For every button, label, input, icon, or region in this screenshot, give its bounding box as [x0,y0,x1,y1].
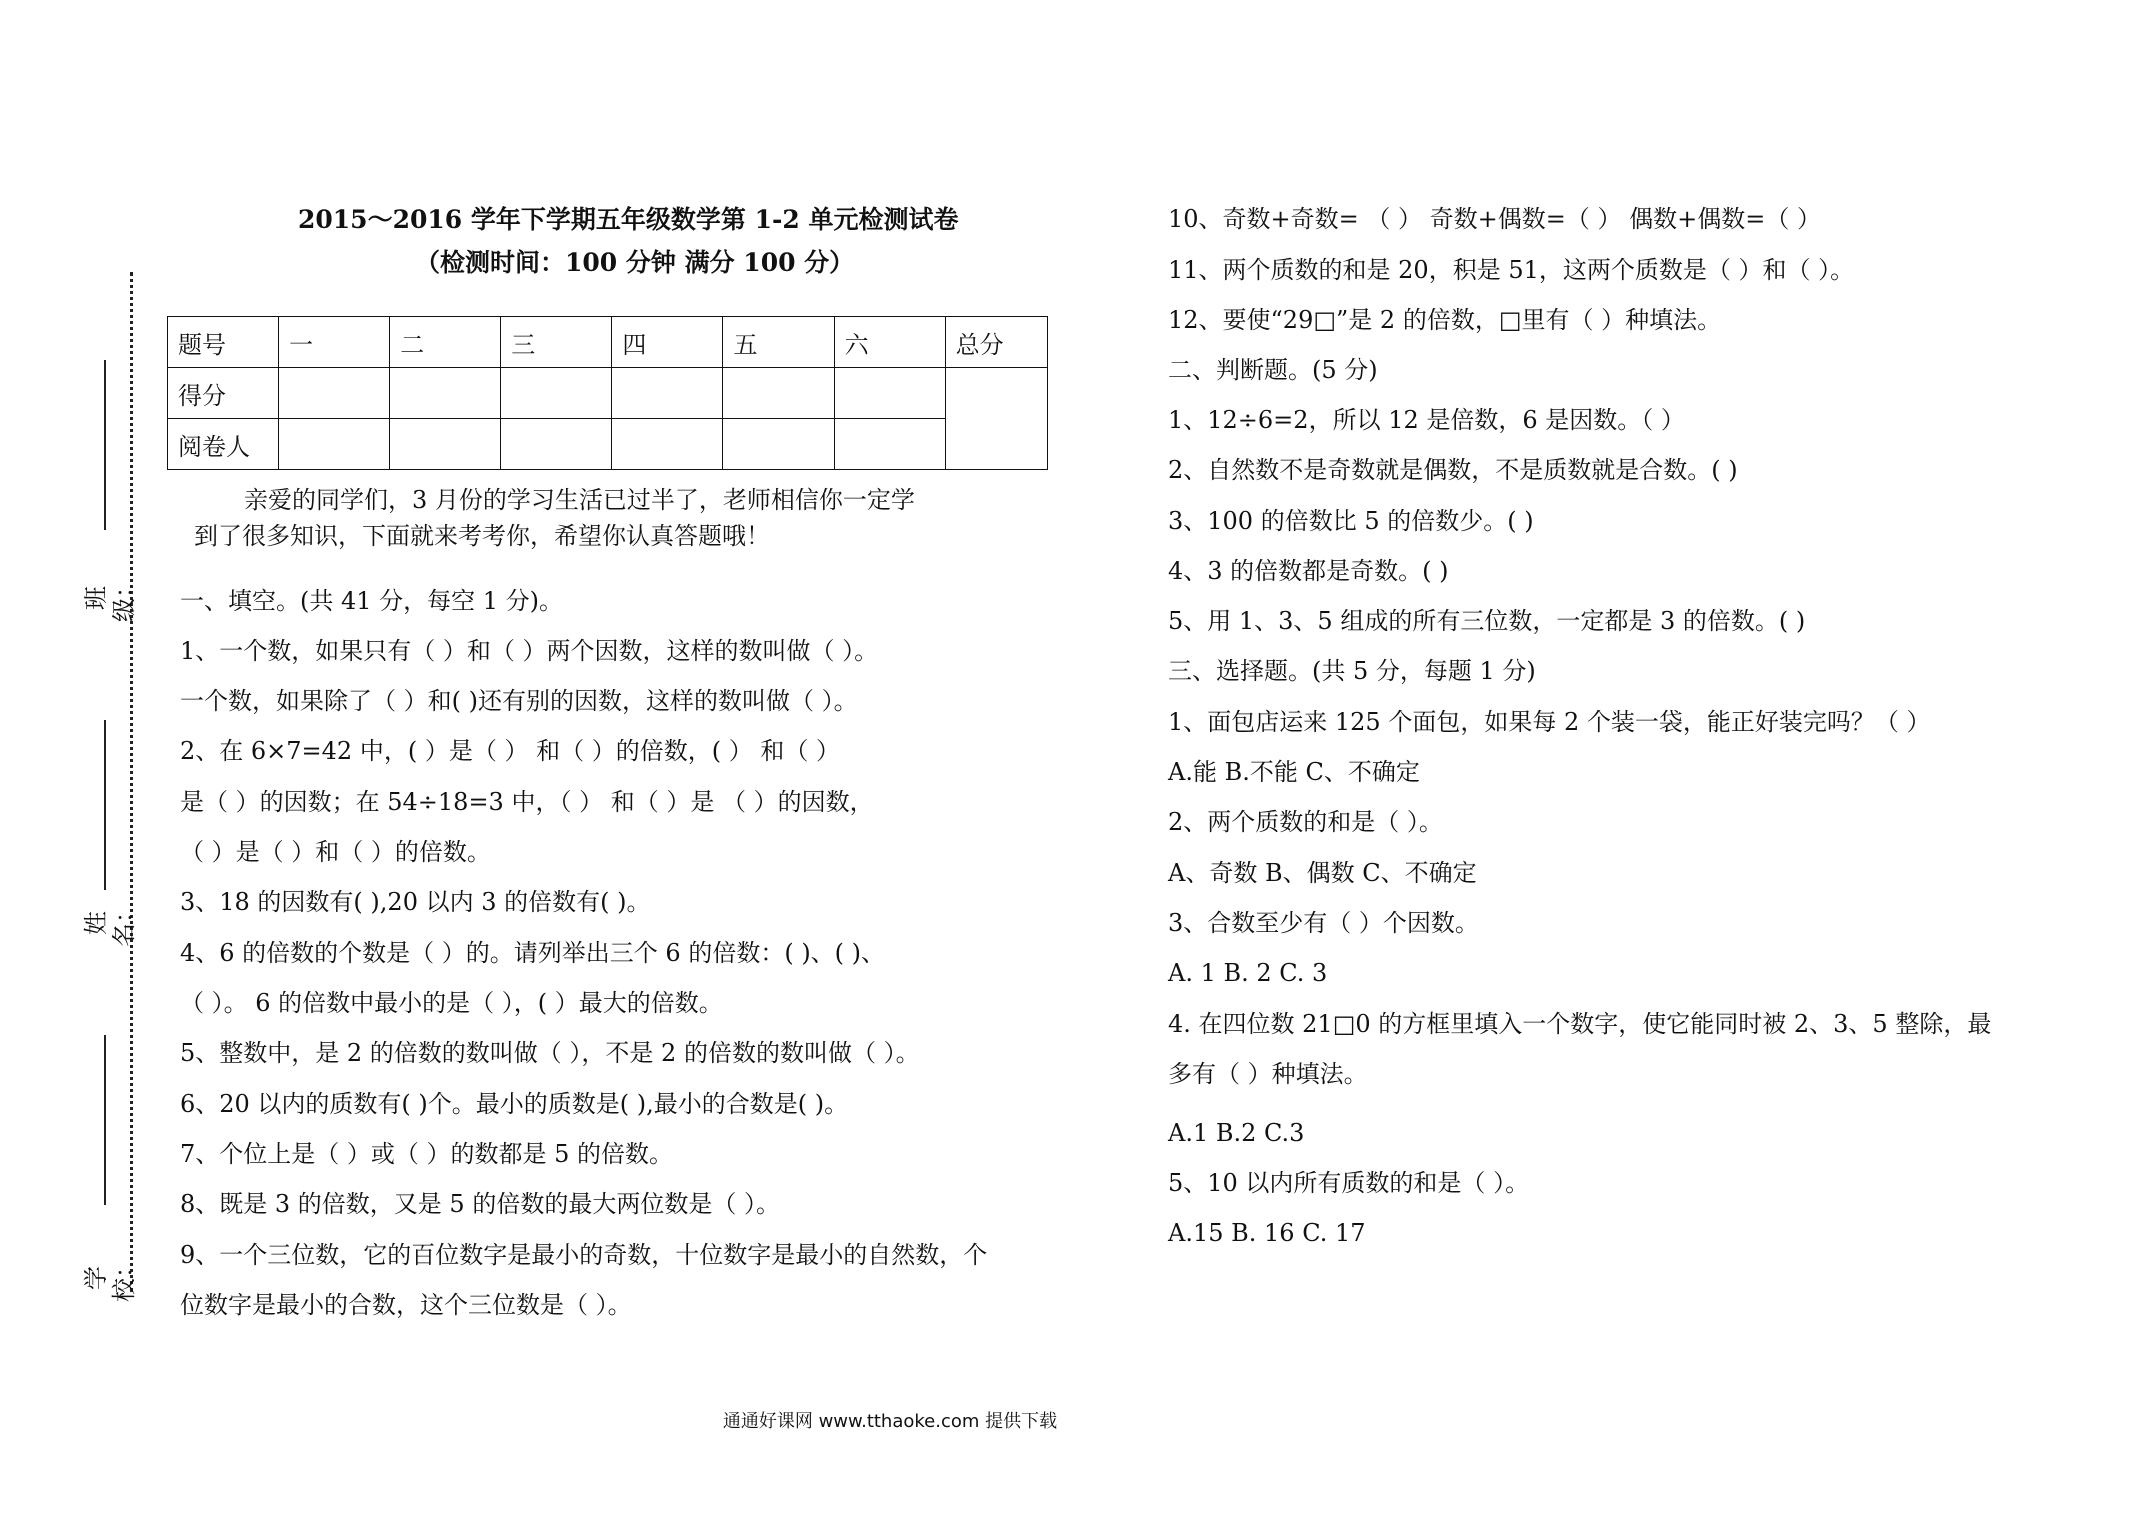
grader-row [168,419,1048,470]
question-line: 是（ ）的因数；在 54÷18=3 中，（ ） 和（ ）是 （ ）的因数， [180,788,874,816]
question-line: 4. 在四位数 21□0 的方框里填入一个数字，使它能同时被 2、3、5 整除，最 [1168,1010,1992,1038]
name-fill-line [104,720,106,890]
question-line: 1、12÷6=2，所以 12 是倍数，6 是因数。（ ） [1168,406,1685,434]
header-cell: 三 [501,317,612,368]
score-table-header-row [168,317,1048,368]
page-title: 2015～2016 学年下学期五年级数学第 1-2 单元检测试卷 [298,205,959,234]
question-line: 6、20 以内的质数有( )个。最小的质数是( ),最小的合数是( )。 [180,1090,849,1118]
score-cell[interactable] [834,368,945,419]
question-line: 4、6 的倍数的个数是（ ）的。请列举出三个 6 的倍数：( )、( )、 [180,939,886,967]
question-line: 5、整数中，是 2 的倍数的数叫做（ ），不是 2 的倍数的数叫做（ ）。 [180,1039,920,1067]
question-line: 位数字是最小的合数，这个三位数是（ ）。 [180,1291,632,1319]
question-line: 11、两个质数的和是 20，积是 51，这两个质数是（ ）和（ ）。 [1168,256,1855,284]
question-line: 1、一个数，如果只有（ ）和（ ）两个因数，这样的数叫做（ ）。 [180,637,879,665]
class-label: 班级： [82,574,138,622]
question-line: （ ）是（ ）和（ ）的倍数。 [180,838,491,866]
question-line: 2、两个质数的和是（ ）。 [1168,808,1443,836]
section-3-heading: 三、选择题。(共 5 分，每题 1 分) [1168,657,1536,685]
question-line: 多有（ ）种填法。 [1168,1060,1368,1088]
exam-info: （检测时间：100 分钟 满分 100 分） [415,248,855,277]
score-cell[interactable] [279,368,390,419]
grader-cell[interactable] [723,419,834,470]
question-line: 10、奇数+奇数= （ ） 奇数+偶数=（ ） 偶数+偶数=（ ） [1168,205,1821,233]
grader-cell[interactable] [279,419,390,470]
score-row [168,368,1048,419]
question-line: 一个数，如果除了（ ）和( )还有别的因数，这样的数叫做（ ）。 [180,687,858,715]
question-line: 8、既是 3 的倍数，又是 5 的倍数的最大两位数是（ ）。 [180,1190,780,1218]
intro-line: 到了很多知识，下面就来考考你，希望你认真答题哦！ [194,522,770,550]
score-cell[interactable] [501,368,612,419]
question-line: 3、18 的因数有( ),20 以内 3 的倍数有( )。 [180,888,651,916]
question-line: 2、自然数不是奇数就是偶数，不是质数就是合数。( ) [1168,456,1738,484]
score-cell[interactable] [390,368,501,419]
row-label: 得分 [168,368,279,419]
header-cell: 二 [390,317,501,368]
question-line: 3、100 的倍数比 5 的倍数少。( ) [1168,507,1534,535]
intro-line: 亲爱的同学们，3 月份的学习生活已过半了，老师相信你一定学 [244,486,915,514]
question-line: （ ）。 6 的倍数中最小的是（ ），( ）最大的倍数。 [180,989,723,1017]
question-line: 4、3 的倍数都是奇数。( ) [1168,557,1449,585]
question-line: 2、在 6×7=42 中，( ）是（ ） 和（ ）的倍数，( ） 和（ ） [180,737,840,765]
question-line: 1、面包店运来 125 个面包，如果每 2 个装一袋，能正好装完吗？（ ） [1168,708,1931,736]
options-line: A.15 B. 16 C. 17 [1168,1219,1366,1247]
grader-cell[interactable] [834,419,945,470]
score-cell[interactable] [612,368,723,419]
total-score-cell[interactable] [945,368,1047,470]
options-line: A、奇数 B、偶数 C、不确定 [1168,859,1477,887]
school-fill-line [104,1035,106,1205]
grader-cell[interactable] [612,419,723,470]
row-label: 阅卷人 [168,419,279,470]
footer-credit: 通通好课网 www.tthaoke.com 提供下载 [722,1411,1058,1432]
question-line: 5、10 以内所有质数的和是（ ）。 [1168,1169,1530,1197]
question-line: 3、合数至少有（ ）个因数。 [1168,909,1479,937]
grader-cell[interactable] [501,419,612,470]
header-cell: 五 [723,317,834,368]
score-table [167,316,1048,470]
header-cell: 题号 [168,317,279,368]
question-line: 9、一个三位数，它的百位数字是最小的奇数，十位数字是最小的自然数，个 [180,1241,988,1269]
class-fill-line [104,360,106,530]
header-cell: 四 [612,317,723,368]
question-line: 5、用 1、3、5 组成的所有三位数，一定都是 3 的倍数。( ) [1168,607,1806,635]
header-cell: 总分 [945,317,1047,368]
question-line: 12、要使“29□”是 2 的倍数，□里有（ ）种填法。 [1168,306,1722,334]
score-cell[interactable] [723,368,834,419]
options-line: A. 1 B. 2 C. 3 [1168,959,1328,987]
section-2-heading: 二、判断题。(5 分) [1168,356,1378,384]
section-1-heading: 一、填空。(共 41 分，每空 1 分)。 [180,587,564,615]
header-cell: 一 [279,317,390,368]
binding-dotted-line [130,272,133,1292]
name-label: 姓名： [82,899,138,947]
grader-cell[interactable] [390,419,501,470]
header-cell: 六 [834,317,945,368]
options-line: A.1 B.2 C.3 [1168,1119,1305,1147]
options-line: A.能 B.不能 C、不确定 [1168,758,1420,786]
question-line: 7、个位上是（ ）或（ ）的数都是 5 的倍数。 [180,1140,674,1168]
school-label: 学校： [82,1254,138,1302]
